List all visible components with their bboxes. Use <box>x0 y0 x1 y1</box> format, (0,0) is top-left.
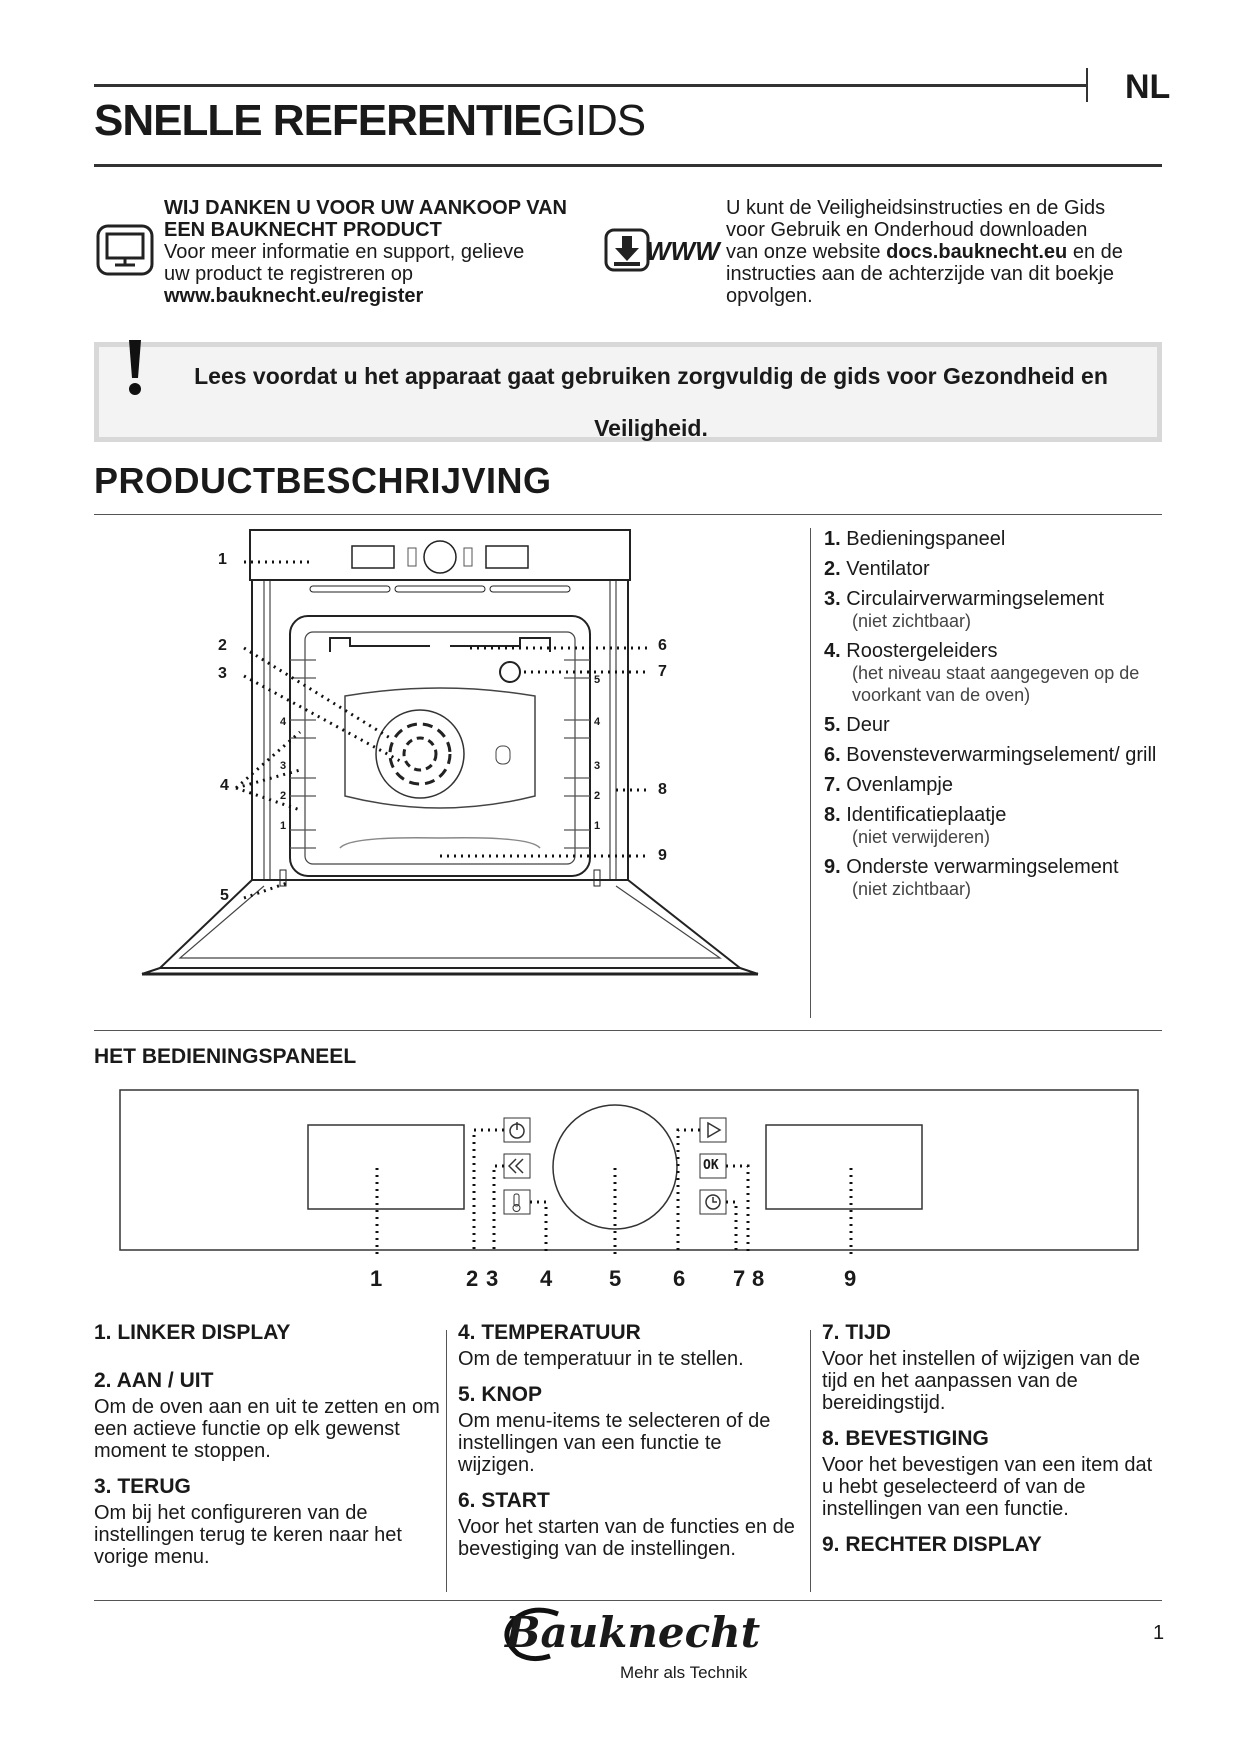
download-line-3: van onze website docs.bauknecht.eu en de <box>726 241 1123 263</box>
desc-text: Voor het instellen of wijzigen van de tijd en het aanpassen van de bereidingstijd. <box>822 1348 1140 1414</box>
desc-heading: 6. START <box>458 1489 550 1512</box>
desc-divider-1 <box>446 1330 447 1592</box>
panel-rule <box>94 1030 1162 1031</box>
shelf-level-right-5: 5 <box>594 674 601 686</box>
download-icon <box>604 228 650 277</box>
desc-text: Om de oven aan en uit te zetten en om een actieve functie op elk gewenst moment te stoppen. <box>94 1396 440 1462</box>
page-title: SNELLE REFERENTIEGIDS <box>94 96 646 145</box>
desc-divider-2 <box>810 1330 811 1592</box>
product-heading: PRODUCTBESCHRIJVING <box>94 460 552 501</box>
part-item: 9. Onderste verwarmingselement (niet zichtbaar) <box>824 856 1119 899</box>
top-rule-tick <box>1086 68 1088 102</box>
download-line-2: voor Gebruik en Onderhoud downloaden <box>726 219 1088 241</box>
shelf-level-right-3: 3 <box>594 760 601 772</box>
part-item: 8. Identificatieplaatje (niet verwijderen) <box>824 804 1007 847</box>
panel-num-6: 6 <box>673 1266 686 1291</box>
ok-button-label: OK <box>703 1158 719 1173</box>
part-item: 1. Bedieningspaneel <box>824 528 1006 550</box>
desc-text: Om bij het configureren van de instellingen terug te keren naar het vorige menu. <box>94 1502 402 1568</box>
panel-num-9: 9 <box>844 1266 857 1291</box>
desc-heading: 7. TIJD <box>822 1321 891 1344</box>
callout-9: 9 <box>658 847 667 864</box>
download-line-4: instructies aan de achterzijde van dit boekje <box>726 263 1115 285</box>
title-rule <box>94 164 1162 167</box>
support-line-1: Voor meer informatie en support, gelieve <box>164 241 525 263</box>
part-item: 7. Ovenlampje <box>824 774 953 796</box>
desc-heading: 9. RECHTER DISPLAY <box>822 1533 1042 1556</box>
panel-num-7: 7 <box>733 1266 746 1291</box>
callout-8: 8 <box>658 781 667 798</box>
part-item: 2. Ventilator <box>824 558 930 580</box>
download-line-1: U kunt de Veiligheidsinstructies en de Gids <box>726 197 1106 219</box>
page-number: 1 <box>1153 1622 1165 1644</box>
desc-text: Om de temperatuur in te stellen. <box>458 1348 744 1370</box>
footer-rule <box>94 1600 1162 1601</box>
desc-column-1 <box>94 1322 444 1582</box>
panel-num-3: 3 <box>486 1266 499 1291</box>
desc-heading: 1. LINKER DISPLAY <box>94 1321 291 1344</box>
panel-heading: HET BEDIENINGSPANEEL <box>94 1045 357 1068</box>
desc-heading: 8. BEVESTIGING <box>822 1427 989 1450</box>
part-item: 4. Roostergeleiders (het niveau staat aangegeven op de voorkant van de oven) <box>824 640 1140 705</box>
panel-num-4: 4 <box>540 1266 553 1291</box>
parts-list <box>824 528 1164 908</box>
support-line-2: uw product te registreren op <box>164 263 414 285</box>
shelf-level-left-1: 1 <box>280 820 287 832</box>
product-rule <box>94 514 1162 515</box>
callout-6: 6 <box>658 637 667 654</box>
control-panel-diagram <box>118 1088 1142 1266</box>
desc-text: Om menu-items te selecteren of de instellingen van een functie te wijzigen. <box>458 1410 771 1476</box>
thanks-line-2: EEN BAUKNECHT PRODUCT <box>164 219 442 241</box>
desc-heading: 5. KNOP <box>458 1383 543 1406</box>
desc-column-2 <box>458 1322 803 1574</box>
brand-logo: Bauknecht <box>505 1608 761 1657</box>
warning-text: Lees voordat u het apparaat gaat gebruiken zorgvuldig de gids voor Gezondheid en Veiligheid. <box>194 363 1108 441</box>
part-item: 5. Deur <box>824 714 890 736</box>
shelf-level-left-2: 2 <box>280 790 287 802</box>
callout-4: 4 <box>220 777 229 794</box>
callout-3: 3 <box>218 665 227 682</box>
desc-text: Voor het bevestigen van een item dat u hebt geselecteerd of van de instellingen van een functie. <box>822 1454 1153 1520</box>
intro-left <box>164 197 594 307</box>
part-item: 6. Bovensteverwarmingselement/ grill <box>824 744 1157 766</box>
docs-link[interactable]: docs.bauknecht.eu <box>886 241 1068 263</box>
panel-num-8: 8 <box>752 1266 765 1291</box>
panel-num-5: 5 <box>609 1266 622 1291</box>
callout-1: 1 <box>218 551 227 568</box>
exclamation-icon <box>124 338 146 403</box>
parts-divider <box>810 528 811 1018</box>
brand-tagline: Mehr als Technik <box>620 1663 748 1682</box>
panel-num-2: 2 <box>466 1266 479 1291</box>
callout-2: 2 <box>218 637 227 654</box>
shelf-level-right-2: 2 <box>594 790 601 802</box>
desc-heading: 3. TERUG <box>94 1475 191 1498</box>
part-item: 3. Circulairverwarmingselement (niet zichtbaar) <box>824 588 1105 631</box>
panel-num-1: 1 <box>370 1266 383 1291</box>
callout-7: 7 <box>658 663 667 680</box>
shelf-level-right-4: 4 <box>594 716 601 728</box>
callout-5: 5 <box>220 887 229 904</box>
download-line-5: opvolgen. <box>726 285 813 307</box>
register-link[interactable]: www.bauknecht.eu/register <box>164 285 424 307</box>
language-code: NL <box>1125 68 1171 106</box>
top-rule <box>94 84 1088 87</box>
desc-heading: 2. AAN / UIT <box>94 1369 214 1392</box>
desc-column-3 <box>822 1322 1162 1570</box>
desc-text: Voor het starten van de functies en de bevestiging van de instellingen. <box>458 1516 795 1560</box>
desc-heading: 4. TEMPERATUUR <box>458 1321 641 1344</box>
www-label: WWW <box>646 236 720 266</box>
intro-right <box>726 197 1166 307</box>
shelf-level-left-4: 4 <box>280 716 287 728</box>
shelf-level-left-3: 3 <box>280 760 287 772</box>
monitor-icon <box>96 224 154 281</box>
shelf-level-right-1: 1 <box>594 820 601 832</box>
thanks-line-1: WIJ DANKEN U VOOR UW AANKOOP VAN <box>164 197 567 219</box>
oven-illustration <box>140 520 760 980</box>
